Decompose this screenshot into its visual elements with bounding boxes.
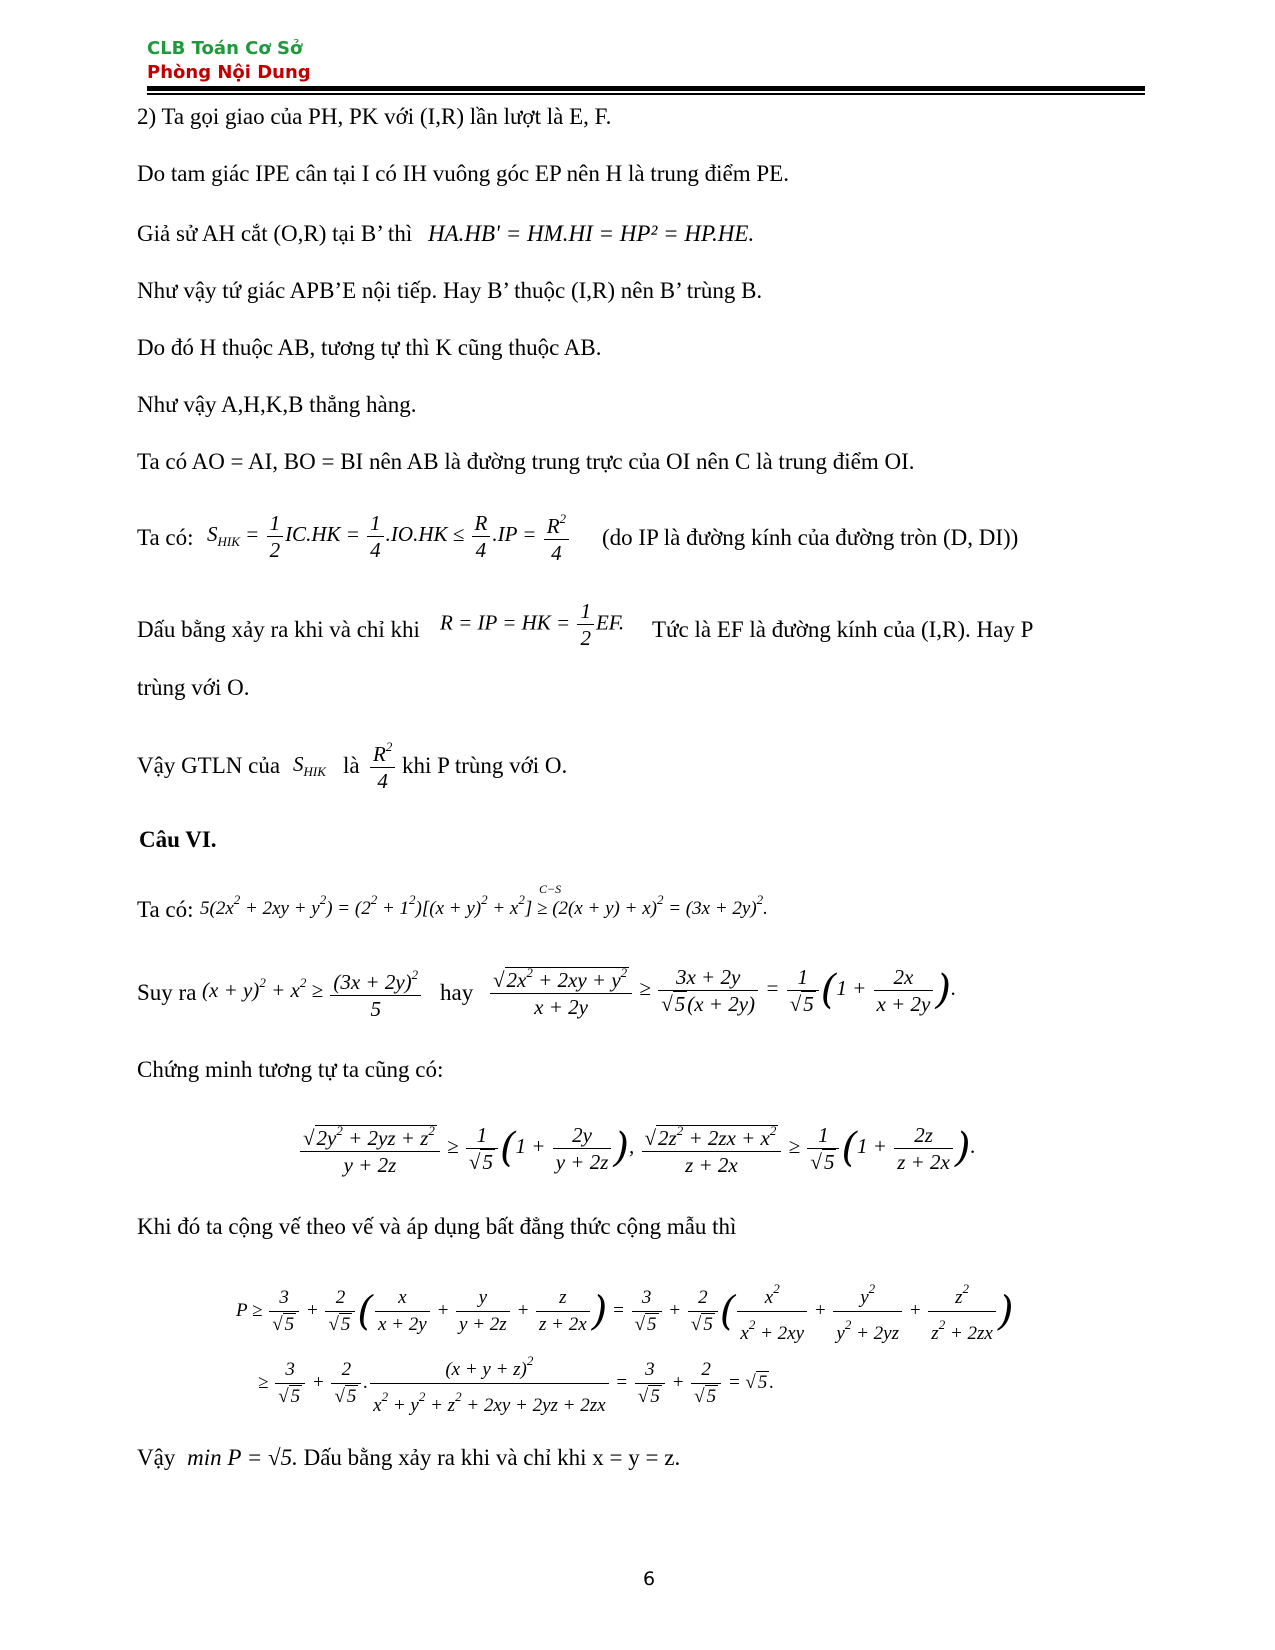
text-line [137, 220, 754, 248]
math-equation: P ≥ $\frac{3}{√ 5}$ + $\frac{2}{√ 5}$ ( $\frac{x}{x + 2y}$ + $\frac{y}{y + 2z}$ + $\frac{z}{z + 2x}$ ) = $\frac{3}{√ 5}$ + $\frac{2}{√ 5}$ ( $\frac{x^2}{x^2 + 2xy}$ + $\frac{y^2}{y^2 + 2yz}$ + $\frac{z^2}{z^2 + 2zx}$ ) [236, 1276, 1013, 1347]
text-line: Do tam giác IPE cân tại I có IH vuông góc EP nên H là trung điểm PE. [137, 161, 789, 186]
text-line: Như vậy tứ giác APB’E nội tiếp. Hay B’ thuộc (I,R) nên B’ trùng B. [137, 278, 763, 303]
text-line: Do đó H thuộc AB, tương tự thì K cũng thuộc AB. [137, 335, 602, 360]
text-span: khi P trùng với O. [402, 753, 568, 778]
math-equation: $S_{HIK}$ = $\frac{1}{2}$ IC.HK = $\frac{1}{4}$ .IO.HK ≤ $\frac{R}{4}$ .IP = $\frac{R^2}{4}$ [207, 506, 571, 566]
math-equation: $(x + y)^2 + x^2$ ≥ $\frac{(3x + 2y)^2}{5}$ [202, 962, 423, 1022]
text-line: Dấu bằng xảy ra khi và chỉ khi [137, 617, 420, 642]
text-line: Suy ra [137, 980, 197, 1005]
text-line: Ta có: [137, 897, 194, 922]
math-equation: ≥ $\frac{3}{√ 5}$ + $\frac{2}{√ 5}$ . $\frac{(x + y + z)^2}{x^2 + y^2 + z^2 + 2xy + 2yz + 2zx}$ = $\frac{3}{√ 5}$ + $\frac{2}{√ 5}$ = √ 5 . [258, 1348, 774, 1419]
math-symbol: $S_{HIK}$ [293, 752, 326, 780]
text-span: là [343, 753, 360, 778]
text-line: 2) Ta gọi giao của PH, PK với (I,R) lần lượt là E, F. [137, 104, 612, 129]
text-span: (do IP là đường kính của đường tròn (D, DI)) [602, 525, 1019, 550]
text-line: Như vậy A,H,K,B thẳng hàng. [137, 392, 417, 417]
text-line: Chứng minh tương tự ta cũng có: [137, 1057, 444, 1082]
text-line: Khi đó ta cộng vế theo vế và áp dụng bất đẳng thức cộng mẫu thì [137, 1214, 737, 1239]
text-span: Vậy [137, 1445, 176, 1470]
text-line [137, 1444, 680, 1472]
text-span: Giả sử AH cắt (O,R) tại B’ thì [137, 221, 413, 246]
text-line: Ta có AO = AI, BO = BI nên AB là đường trung trực của OI nên C là trung điểm OI. [137, 449, 915, 474]
text-line: trùng với O. [137, 675, 250, 700]
math-equation: $\frac{√2x^2 + 2xy + y^2}{x + 2y}$ ≥ $\frac{3x + 2y}{√5(x + 2y)}$ = $\frac{1}{√5}$ (1 + $\frac{2x}{x + 2y}$ ). [488, 960, 956, 1020]
text-line: Ta có: [137, 525, 194, 550]
header-rule [147, 86, 1145, 91]
header-department: Phòng Nội Dung [147, 62, 311, 83]
text-span: Tức là EF là đường kính của (I,R). Hay P [652, 617, 1034, 642]
math-expression: min P = √5. [187, 1445, 298, 1470]
math-equation: $\frac{√2y^2 + 2yz + z^2}{y + 2z}$ ≥ $\frac{1}{√5}$ (1 + $\frac{2y}{y + 2z}$ ), $\frac{√2z^2 + 2zx + x^2}{z + 2x}$ ≥ $\frac{1}{√5}$ (1 + $\frac{2z}{z + 2x}$ ). [298, 1118, 976, 1178]
text-span: Dấu bằng xảy ra khi và chỉ khi x = y = z. [303, 1445, 681, 1470]
text-span: Vậy GTLN của [137, 753, 281, 778]
math-equation: R = IP = HK = $\frac{1}{2}$ EF. [440, 599, 625, 650]
section-heading: Câu VI. [139, 827, 217, 852]
math-fraction: $\frac{R^2}{4}$ [368, 734, 397, 794]
header-rule-thin [147, 93, 1145, 95]
header-club-name: CLB Toán Cơ Sở [147, 38, 303, 59]
math-equation: $5(2x^2 + 2xy + y^2) = (2^2 + 1^2)[(x + y)^2 + x^2]$ ≥ C−S $(2(x + y) + x)^2 = (3x + 2y)^2$. [200, 882, 768, 919]
text-span: hay [440, 980, 474, 1005]
math-expression: HA.HB' = HM.HI = HP² = HP.HE. [427, 221, 755, 246]
page-number: 6 [643, 1568, 656, 1590]
